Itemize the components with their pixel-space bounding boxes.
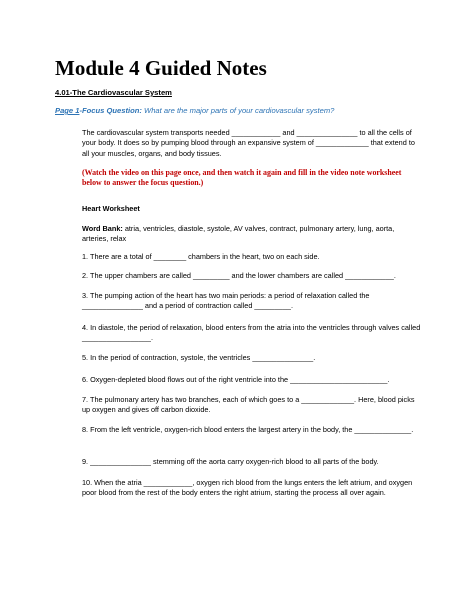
page-link[interactable]: Page 1 — [55, 106, 80, 115]
word-bank-label: Word Bank: — [82, 224, 123, 233]
question-3: 3. The pumping action of the heart has two main periods: a period of relaxation called the _______________ and a period of contraction called _________. — [82, 291, 370, 311]
focus-question — [55, 106, 334, 115]
page-title: Module 4 Guided Notes — [55, 56, 267, 80]
focus-question-text: What are the major parts of your cardiovascular system? — [141, 106, 335, 115]
video-instruction: (Watch the video on this page once, and then watch it again and fill in the video note worksheet below to answer the focus question.) — [82, 168, 402, 188]
worksheet-title: Heart Worksheet — [82, 204, 140, 213]
question-8: 8. From the left ventricle, oxygen-rich blood enters the largest artery in the body, the ______________. — [82, 425, 414, 434]
question-6: 6. Oxygen-depleted blood flows out of the right ventricle into the ________________________. — [82, 375, 390, 384]
word-bank-words: atria, ventricles, diastole, systole, AV valves, contract, pulmonary artery, lung, aorta, arteries, relax — [82, 224, 395, 244]
question-5: 5. In the period of contraction, systole, the ventricles _______________. — [82, 353, 316, 362]
focus-label: -Focus Question: — [79, 106, 142, 115]
section-heading: 4.01-The Cardiovascular System — [55, 88, 172, 97]
intro-paragraph: The cardiovascular system transports needed ____________ and _______________ to all the cells of your body. It does so by pumping blood through an expansive system of _____________ that extend to all your muscles, organs, and body tissues. — [82, 128, 415, 158]
question-1: 1. There are a total of ________ chambers in the heart, two on each side. — [82, 252, 320, 261]
question-9: 9. _______________ stemming off the aorta carry oxygen-rich blood to all parts of the body. — [82, 457, 379, 466]
question-10: 10. When the atria ____________, oxygen rich blood from the lungs enters the left atrium, and oxygen poor blood from the rest of the body enters the right atrium, starting the process all over again. — [82, 478, 413, 498]
question-7: 7. The pulmonary artery has two branches, each of which goes to a _____________. Here, blood picks up oxygen and gives off carbon dioxide. — [82, 395, 415, 415]
question-4: 4. In diastole, the period of relaxation, blood enters from the atria into the ventricles through valves called _________________. — [82, 323, 421, 343]
question-2: 2. The upper chambers are called _________ and the lower chambers are called ____________. — [82, 271, 396, 280]
word-bank — [82, 224, 422, 245]
